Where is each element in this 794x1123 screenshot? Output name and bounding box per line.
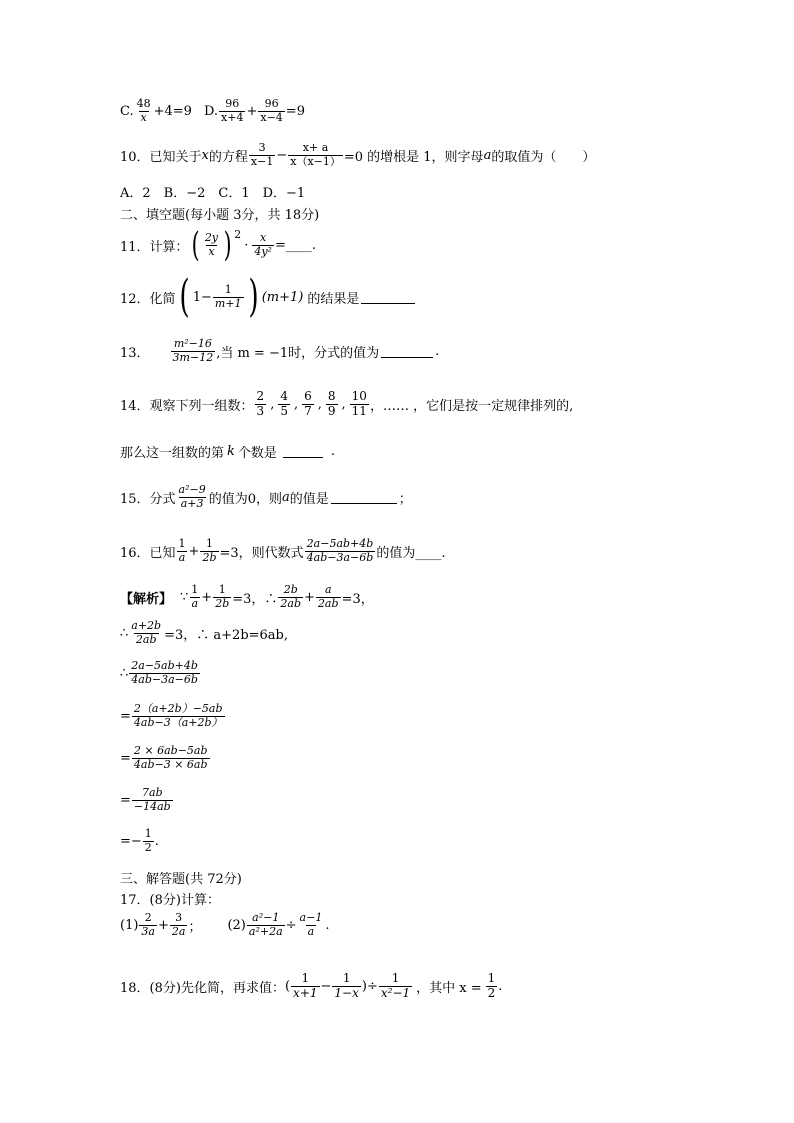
frac-numerator: a²−9 [178, 483, 206, 496]
frac-numerator: a+2b [131, 619, 162, 632]
section-3-title: 三、解答题(共 72分) [120, 872, 242, 887]
q9-d-fraction-2 [258, 98, 284, 124]
q13-end: . [435, 343, 440, 359]
q17-part2-label: (2) [227, 917, 246, 933]
q14-fraction-3 [302, 390, 314, 419]
frac-denominator: x（x−1） [290, 154, 341, 168]
q18-frac [379, 972, 412, 1001]
q15-prefix: 15．分式 [120, 491, 176, 507]
section-2-title: 二、填空题(每小题 3分，共 18分) [120, 208, 320, 223]
frac-numerator: m²−16 [173, 337, 212, 350]
equals-sign: = [120, 708, 131, 724]
q13-suffix: ,当 m = −1时，分式的值为 [216, 345, 380, 361]
frac-denominator: 2b [202, 550, 217, 564]
q13-fraction [171, 338, 216, 364]
q9-c-rest: +4=9 [153, 103, 192, 119]
sol-frac [132, 745, 210, 771]
q10-fraction-1 [249, 142, 275, 168]
q17-parts [120, 912, 329, 938]
frac-numerator: x+ a [302, 141, 329, 154]
q10-question [120, 142, 595, 168]
q15-var: a [282, 489, 290, 505]
q10-suffix: =0 的增根是 1，则字母 [343, 149, 484, 165]
frac-numerator: 2a−5ab+4b [131, 659, 198, 672]
frac-denominator: 4ab−3（a+2b） [133, 715, 223, 729]
q17-frac [298, 912, 325, 938]
sol-text: ； [188, 919, 202, 935]
q17-frac [247, 912, 285, 938]
frac-numerator: 1 [301, 971, 310, 985]
frac-numerator: 1 [191, 583, 199, 596]
frac-denominator: 4ab−3a−6b [131, 672, 198, 686]
sol-frac [143, 828, 154, 854]
solution-line-7 [120, 828, 159, 854]
frac-denominator: 3 [256, 403, 265, 418]
frac-denominator: x [208, 244, 215, 258]
plus-sign: + [201, 589, 213, 605]
sol-text: . [154, 833, 159, 849]
q9-options [120, 98, 305, 124]
because-symbol: ∵ [180, 589, 189, 605]
frac-denominator: m+1 [214, 296, 242, 310]
q11-prefix: 11．计算： [120, 239, 189, 255]
frac-numerator: 1 [391, 971, 400, 985]
q14-prefix: 14．观察下列一组数： [120, 398, 254, 414]
q16-fraction-1 [177, 538, 188, 564]
q12-fraction [213, 284, 244, 310]
exponent: 2 [234, 228, 242, 241]
sol-frac [132, 703, 225, 729]
q15-mid: 的值为0，则 [208, 491, 283, 507]
q10-options: A．2 B．−2 C．1 D．−1 [120, 186, 306, 201]
equals-sign: = [120, 792, 131, 808]
q14-question: 14．观察下列一组数： $\frac{2}{3}$ , $\frac{4}{5}$ , $\frac{6}{7}$ , $\frac{8}{9}$ , $\frac{10}{11}$ ，…… ，它们是按一定规律排列的, [120, 389, 574, 418]
therefore-symbol: ∴ [120, 625, 129, 641]
q16-mid: =3，则代数式 [219, 545, 304, 561]
answer-blank[interactable] [283, 445, 323, 458]
frac-denominator: 9 [327, 403, 336, 418]
q14-line2-prefix: 那么这一组数的第 [120, 446, 225, 461]
q14-suffix: ，…… ，它们是按一定规律排列的, [369, 398, 574, 414]
frac-numerator: 8 [327, 389, 336, 403]
frac-numerator: 2b [283, 583, 298, 596]
solution-line-6 [120, 787, 174, 813]
q12-prefix: 12．化简 [120, 291, 176, 307]
frac-denominator: a [191, 596, 199, 610]
sol-frac [132, 787, 173, 813]
q18-frac [486, 972, 498, 1001]
frac-denominator: 11 [351, 403, 367, 418]
frac-denominator: 2 [487, 985, 496, 1000]
frac-denominator: 1−x [334, 985, 359, 1000]
frac-numerator: 10 [351, 389, 367, 403]
sol-frac [129, 620, 163, 646]
minus-sign: − [276, 147, 288, 163]
frac-denominator: 3m−12 [172, 350, 214, 364]
frac-denominator: 4ab−3 × 6ab [133, 757, 208, 771]
q15-suffix: 的值是 [289, 491, 329, 507]
q17-frac [139, 912, 157, 938]
q12-suffix: 的结果是 [307, 291, 360, 307]
frac-numerator: 1 [205, 537, 213, 550]
q18-frac [332, 972, 360, 1001]
q10-suffix-2: 的取值为（ ） [491, 149, 596, 165]
q10-fraction-2 [288, 142, 343, 168]
q18-question [120, 972, 502, 1001]
left-paren: ( [284, 978, 291, 994]
therefore-symbol: ∴ [120, 665, 129, 681]
q11-fraction-2 [252, 232, 274, 258]
frac-denominator: 4y² [254, 244, 272, 258]
q14-line-2 [120, 442, 335, 461]
frac-denominator: x−1 [250, 154, 274, 168]
q9-d-rest: =9 [285, 103, 305, 119]
answer-blank[interactable] [381, 345, 433, 358]
q10-prefix: 10．已知关于 [120, 149, 202, 165]
frac-numerator: 2a−5ab+4b [306, 537, 374, 550]
q13-question [120, 338, 439, 364]
q17-frac [170, 912, 188, 938]
q14-fraction-1 [255, 390, 267, 419]
q12-question [120, 271, 417, 322]
frac-denominator: a+3 [180, 496, 204, 510]
frac-numerator: 2 [144, 911, 152, 924]
frac-numerator: 4 [280, 389, 288, 403]
frac-denominator: 2b [215, 596, 230, 610]
q11-question [120, 225, 316, 265]
frac-numerator: a−1 [299, 911, 323, 924]
solution-line-4 [120, 703, 226, 729]
frac-numerator: 2 × 6ab−5ab [133, 744, 208, 757]
q10-var-a: a [483, 147, 492, 163]
q18-end: . [498, 978, 503, 994]
frac-numerator: 1 [178, 537, 186, 550]
q14-fraction-2 [278, 390, 290, 419]
q16-fraction-3 [305, 538, 376, 564]
sol-frac [189, 584, 200, 610]
q18-prefix: 18．(8分)先化简，再求值： [120, 980, 285, 996]
q14-fraction-5 [350, 390, 369, 419]
q11-suffix: =____. [274, 237, 316, 253]
frac-denominator: x²−1 [380, 985, 411, 1000]
q15-end: ； [398, 491, 412, 507]
plus-sign: + [304, 589, 315, 605]
frac-numerator: 2 [256, 389, 265, 403]
frac-denominator: a²+2a [248, 924, 283, 938]
q17-part1-label: (1) [120, 917, 139, 933]
left-paren: ( [191, 225, 200, 265]
q18-frac [291, 972, 319, 1001]
frac-numerator: 1 [342, 971, 351, 985]
minus-sign: − [320, 978, 332, 994]
solution-line-5 [120, 745, 211, 771]
q14-line2-suffix: 个数是 [237, 446, 277, 461]
plus-sign: + [157, 917, 169, 933]
frac-numerator: 6 [304, 389, 312, 403]
sol-text: =3，∴ [232, 591, 278, 607]
frac-denominator: a [307, 924, 315, 938]
divide-sign: ÷ [366, 978, 378, 994]
q16-suffix: 的值为____. [376, 545, 446, 561]
frac-numerator: 2y [204, 230, 219, 244]
q9-d-fraction-1 [219, 98, 245, 124]
frac-denominator: x [140, 110, 147, 124]
frac-denominator: 2ab [280, 596, 302, 610]
frac-numerator: 1 [144, 827, 152, 840]
q16-prefix: 16．已知 [120, 545, 176, 561]
q9-c-label: C. [120, 103, 134, 119]
q18-mid: ，其中 x = [416, 980, 482, 996]
frac-numerator: 48 [136, 97, 151, 110]
q10-var-x: x [201, 147, 209, 163]
right-paren: ) [361, 978, 367, 994]
frac-denominator: x+1 [293, 985, 318, 1000]
plus-sign: + [188, 543, 200, 559]
frac-numerator: 3 [258, 141, 266, 154]
q16-fraction-2 [200, 538, 218, 564]
frac-numerator: x [260, 230, 267, 244]
frac-denominator: 2ab [317, 596, 339, 610]
equals-sign: =− [120, 833, 142, 849]
sol-frac [278, 584, 303, 610]
sol-text: . [325, 917, 330, 933]
frac-numerator: 96 [264, 97, 279, 110]
q12-one-minus: 1− [192, 289, 212, 305]
q13-prefix: 13． [120, 345, 150, 361]
frac-denominator: −14ab [133, 799, 171, 813]
frac-denominator: 2a [171, 924, 186, 938]
sol-text: =3， [341, 591, 374, 607]
q15-question [120, 484, 412, 510]
plus-sign: + [246, 103, 258, 119]
q9-d-label: D. [203, 103, 219, 119]
answer-blank[interactable] [361, 291, 415, 304]
q17-title: 17．(8分)计算： [120, 893, 220, 908]
q14-fraction-4 [326, 390, 338, 419]
sol-frac [213, 584, 231, 610]
q16-question [120, 538, 445, 564]
sol-frac [129, 660, 200, 686]
frac-denominator: 3a [141, 924, 155, 938]
divide-sign: ÷ [285, 917, 297, 933]
q14-var-k: k [227, 444, 235, 459]
frac-numerator: 96 [225, 97, 240, 110]
solution-line-2 [120, 620, 288, 646]
frac-numerator: 2（a+2b）−5ab [133, 702, 223, 715]
right-paren: ) [223, 225, 232, 265]
q15-fraction [177, 484, 208, 510]
equals-sign: = [120, 750, 131, 766]
frac-numerator: 1 [218, 583, 226, 596]
q14-end: . [330, 444, 336, 459]
frac-denominator: 5 [280, 403, 288, 418]
frac-denominator: 4ab−3a−6b [306, 550, 374, 564]
frac-numerator: 7ab [142, 786, 163, 799]
solution-line-1 [120, 584, 374, 610]
sol-frac [316, 584, 341, 610]
frac-denominator: x+4 [221, 110, 244, 124]
frac-numerator: 1 [224, 282, 232, 296]
frac-denominator: 2 [144, 840, 152, 854]
frac-denominator: 2ab [135, 632, 157, 646]
right-paren: ) [247, 271, 259, 322]
left-paren: ( [178, 271, 190, 322]
solution-label: 【解析】 [120, 591, 173, 607]
q10-text: 的方程 [208, 149, 248, 165]
q9-c-fraction [135, 98, 153, 124]
frac-denominator: 7 [304, 403, 312, 418]
frac-denominator: x−4 [260, 110, 283, 124]
frac-numerator: 1 [487, 971, 496, 985]
answer-blank[interactable] [331, 491, 397, 504]
sol-text: =3，∴ a+2b=6ab, [164, 627, 289, 643]
frac-numerator: a [324, 583, 332, 596]
frac-numerator: a²−1 [252, 911, 280, 924]
dot-operator: · [244, 237, 249, 253]
frac-numerator: 3 [175, 911, 183, 924]
q12-multiplier: (m+1) [261, 289, 304, 305]
frac-denominator: a [178, 550, 186, 564]
q11-fraction-1 [203, 232, 220, 258]
solution-line-3 [120, 660, 201, 686]
